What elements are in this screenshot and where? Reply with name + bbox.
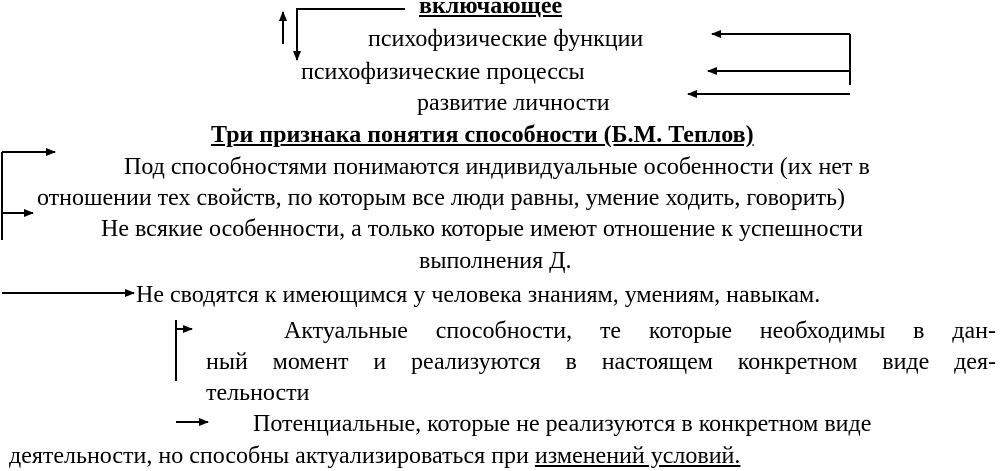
personality-development-label: развитие личности (417, 90, 610, 116)
actual-bracket-arrow-icon (176, 320, 192, 381)
including-heading: включающее (419, 0, 563, 19)
potential-line2 (9, 442, 740, 470)
psychophysical-functions-label: психофизические функции (368, 26, 644, 52)
psychophysical-processes-label: психофизические процессы (301, 59, 585, 85)
sign2-line2: выполнения Д. (419, 248, 572, 274)
page-title: Три признака понятия способности (Б.М. Теплов) (211, 122, 754, 148)
actual-line2: ный момент и реализуются в настоящем конкретном виде дея- (206, 349, 996, 375)
right-bracket-arrows-icon (688, 34, 850, 94)
sign3-text: Не сводятся к имеющимся у человека знаниям, умениям, навыкам. (136, 282, 821, 308)
sign2-line1: Не всякие особенности, а только которые имеют отношение к успешности (101, 216, 864, 242)
sign1-line2: отношении тех свойств, по которым все люди равны, умение ходить, говорить) (37, 185, 846, 211)
potential-line2-underlined: изменений условий. (534, 443, 741, 469)
potential-line1: Потенциальные, которые не реализуются в конкретном виде (253, 411, 872, 437)
potential-line2-prefix: деятельности, но способны актуализироваться при (9, 443, 535, 469)
actual-line3: тельности (206, 380, 310, 406)
actual-line1: Актуальные способности, те которые необходимы в дан- (284, 318, 996, 344)
sign1-line1: Под способностями понимаются индивидуальные особенности (их нет в (124, 154, 870, 180)
